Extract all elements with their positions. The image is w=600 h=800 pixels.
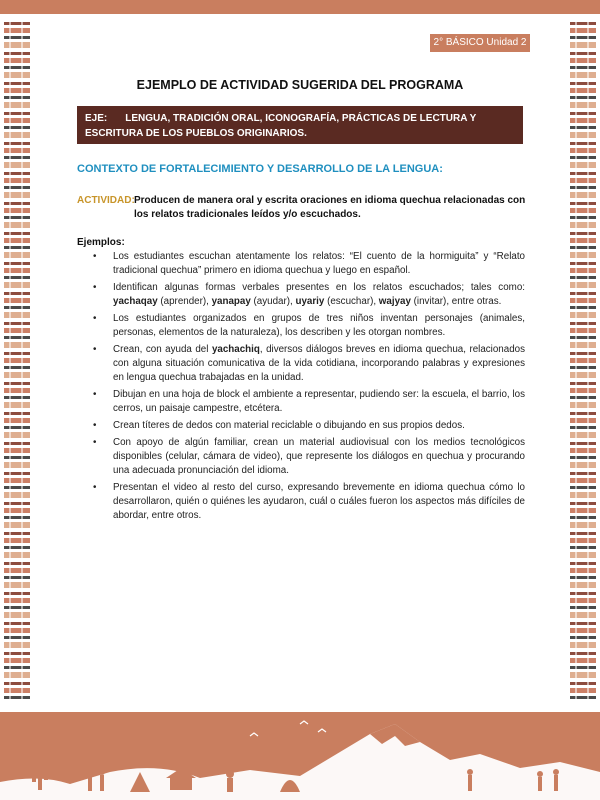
list-item: • Identifican algunas formas verbales presentes en los relatos escuchados; tales como: yachaqay (aprender), yanapay (ayudar), uyariy (escuchar), wajyay (invitar), entre otras. — [93, 282, 525, 307]
quechua-word: yanapay — [211, 296, 251, 307]
list-item: • Crean títeres de dedos con material reciclable o dibujando en sus propios dedos. — [93, 420, 465, 431]
eje-text: LENGUA, TRADICIÓN ORAL, ICONOGRAFÍA, PRÁCTICAS DE LECTURA Y ESCRITURA DE LOS PUEBLOS ORIGINARIOS. — [85, 113, 477, 139]
left-woven-border — [4, 22, 30, 702]
activity-block — [77, 194, 527, 222]
bullet-icon: • — [93, 313, 97, 324]
page-title: EJEMPLO DE ACTIVIDAD SUGERIDA DEL PROGRAMA — [136, 78, 464, 92]
list-item: • Con apoyo de algún familiar, crean un material audiovisual con los medios tecnológicos disponibles (celular, cámara de video), que represente los diálogos en quechua y procurando una adecuada pronunciación del idioma. — [93, 437, 525, 476]
examples-label: Ejemplos: — [77, 237, 125, 248]
activity-text: Producen de manera oral y escrita oraciones en idioma quechua relacionadas con los relatos tradicionales leídos y/o escuchados. — [134, 195, 526, 220]
bullet-icon: • — [93, 251, 97, 262]
grade-unit-tag: 2° BÁSICO Unidad 2 — [430, 34, 530, 52]
list-item: • Crean, con ayuda del yachachiq, diversos diálogos breves en idioma quechua, relacionados con alguna situación comunicativa de la vida cotidiana, incorporando palabras y expresiones en lengua quechua trabajadas en la unidad. — [93, 344, 526, 383]
quechua-word: yachaqay — [113, 296, 158, 307]
bullet-icon: • — [93, 344, 97, 355]
list-item: • Presentan el video al resto del curso, expresando brevemente en idioma quechua cómo lo desarrollaron, quién o quiénes les ayudaron, cuál o cuáles fueron los aspectos más difíciles de abordar, entre otros. — [93, 482, 525, 521]
quechua-word: yachachiq — [211, 344, 260, 355]
right-woven-border — [570, 22, 596, 702]
list-item: • Los estudiantes organizados en grupos de tres niños inventan personajes (animales, personas, elementos de la naturaleza), los describen y les otorgan nombres. — [93, 313, 525, 338]
bullet-icon: • — [93, 282, 97, 293]
eje-label: EJE: — [85, 113, 108, 124]
landscape-illustration — [0, 712, 600, 800]
bottom-landscape-band — [0, 712, 600, 800]
list-item: • Los estudiantes escuchan atentamente los relatos: “El cuento de la hormiguita” y “Relato tradicional quechua” primero en idioma quechua y luego en español. — [93, 251, 525, 276]
bullet-icon: • — [93, 437, 97, 448]
context-heading: CONTEXTO DE FORTALECIMIENTO Y DESARROLLO DE LA LENGUA: — [77, 163, 443, 175]
quechua-word: wajyay — [378, 296, 411, 307]
examples-list — [77, 250, 525, 526]
quechua-word: uyariy — [295, 296, 325, 307]
bullet-icon: • — [93, 420, 97, 431]
eje-box — [77, 106, 523, 144]
bullet-icon: • — [93, 389, 97, 400]
bullet-icon: • — [93, 482, 97, 493]
activity-label: ACTIVIDAD: — [77, 195, 135, 206]
top-decorative-bar — [0, 0, 600, 14]
list-item: • Dibujan en una hoja de block el ambiente a representar, pudiendo ser: la escuela, el barrio, los cerros, un paisaje campestre, etcétera. — [93, 389, 525, 414]
